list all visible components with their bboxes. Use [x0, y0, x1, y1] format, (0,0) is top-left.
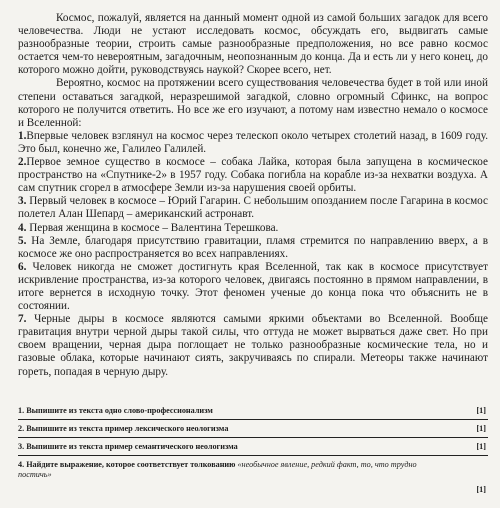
task-question: 4. Найдите выражение, которое соответствует толкованию «необычное явление, редкий факт, то, что трудно постичь»	[18, 460, 417, 479]
task-mark: [1]	[476, 424, 486, 433]
task-mark: [1]	[476, 442, 486, 451]
fact-item-3: 3. Первый человек в космосе – Юрий Гагарин. С небольшим опозданием после Гагарина в космос полетел Алан Шепард – американский астронавт.	[18, 195, 489, 221]
fact-item-2: 2.Первое земное существо в космосе – собака Лайка, которая была запущена в космическое пространство на «Спутнике-2» в 1957 году. Собака погибла на корабле из-за нехватки воздуха. А сам спутник сгорел в атмосфере Земли из-за нарушения своей орбиты.	[18, 156, 488, 195]
task-1	[18, 402, 488, 420]
task-2	[18, 420, 488, 438]
fact-item-4: 4. Первая женщина в космосе – Валентина Терешкова.	[18, 221, 279, 234]
task-mark: [1]	[476, 406, 486, 415]
fact-item-6: 6. Человек никогда не сможет достигнуть края Вселенной, так как в космосе присутствует искривление пространства, из-за которого человек, двигаясь постоянно в прямом направлении, в итоге вернется в исходную точку. Этот феномен ученые до конца пока что объяснить не в состоянии.	[18, 260, 489, 313]
task-question: 2. Выпишите из текста пример лексического неологизма	[18, 424, 229, 433]
fact-item-5: 5. На Земле, благодаря присутствию гравитации, пламя стремится по направлению вверх, а в космосе же оно распространяется во всех направлениях.	[18, 234, 489, 260]
paragraph-intro: Космос, пожалуй, является на данный момент одной из самой больших загадок для всего человечества. Люди не устают исследовать космос, обсуждать его, выдвигать самые разнообразные теории, строить самые разнообразные предположения, но все равно космос остается чем-то невероятным, загадочным, неопознанным до конца. Да и есть ли у него конец, до которого можно дойти, руководствуясь наукой? Скорее всего, нет.	[18, 12, 488, 77]
task-mark: [1]	[476, 485, 486, 494]
task-3	[18, 438, 488, 456]
fact-item-1: 1.Впервые человек взглянул на космос через телескоп около четырех столетий назад, в 1609 году. Это был, конечно же, Галилео Галилей.	[18, 129, 488, 155]
task-question: 3. Выпишите из текста пример семантического неологизма	[18, 442, 238, 451]
task-list	[18, 402, 488, 494]
task-4	[18, 456, 488, 494]
fact-item-7: 7. Черные дыры в космосе являются самыми яркими объектами во Вселенной. Вообще гравитация внутри черной дыры такой силы, что оттуда не может вырваться даже свет. Но при своем вращении, черная дыра поглощает не только разнообразные космические тела, но и газовые облака, которые начинают сиять, закручиваясь по спирали. Метеоры также начинают гореть, попадая в черную дыру.	[18, 313, 489, 378]
task-question: 1. Выпишите из текста одно слово-профессионализм	[18, 406, 213, 415]
reading-text	[18, 12, 488, 379]
paragraph-mystery: Вероятно, космос на протяжении всего существования человечества будет в той или иной степени оставаться загадкой, неразрешимой загадкой, словно огромный Сфинкс, на вопрос которого не получится ответить. Но все же его изучают, а потому нам известно немало о космосе и Вселенной:	[18, 77, 488, 129]
